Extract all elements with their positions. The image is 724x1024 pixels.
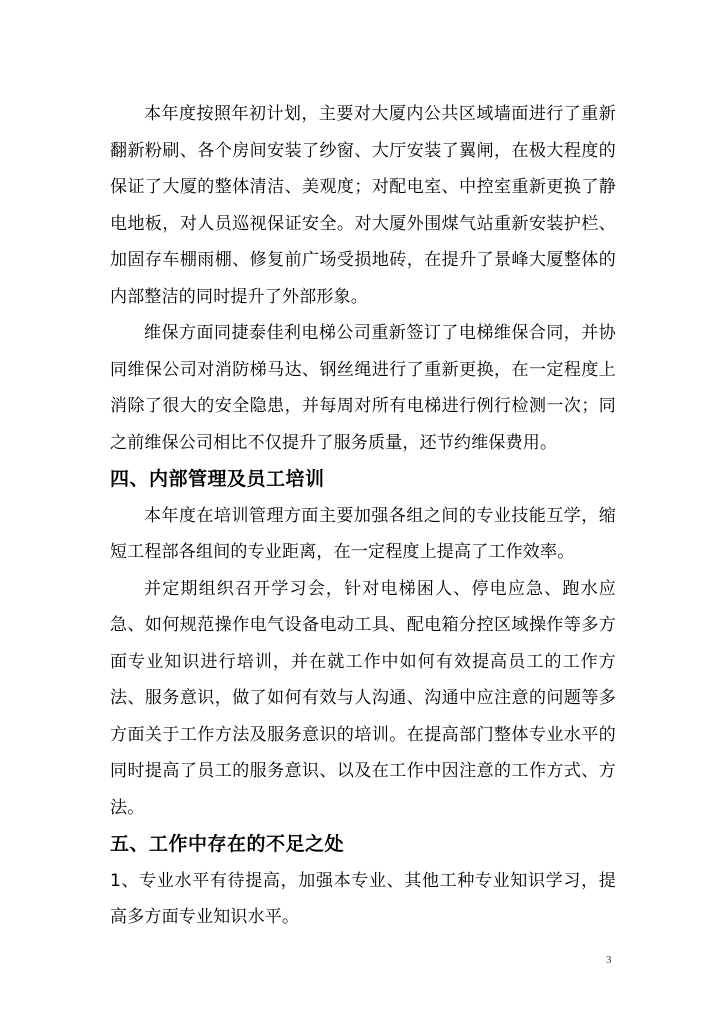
paragraph-training-sessions: 并定期组织召开学习会，针对电梯困人、停电应急、跑水应急、如何规范操作电气设备电动工具、配电箱分控区域操作等多方面专业知识进行培训，并在就工作中如何有效提高员工的工作方法、服务意识，做了如何有效与人沟通、沟通中应注意的问题等多方面关于工作方法及服务意识的培训。在提高部门整体专业水平的同时提高了员工的服务意识、以及在工作中因注意的工作方式、方法。 [110, 578, 616, 818]
paragraph-shortcoming-1: 1、专业水平有待提高，加强本专业、其他工种专业知识学习，提高多方面专业知识水平。 [110, 870, 616, 927]
document-body [110, 96, 616, 936]
paragraph-training-mutual-learning: 本年度在培训管理方面主要加强各组之间的专业技能互学，缩短工程部各组间的专业距离，在一定程度上提高了工作效率。 [110, 505, 616, 562]
section-heading-shortcomings: 五、工作中存在的不足之处 [110, 833, 345, 855]
page-number: 3 [606, 954, 612, 966]
paragraph-renovation: 本年度按照年初计划，主要对大厦内公共区域墙面进行了重新翻新粉刷、各个房间安装了纱窗、大厅安装了翼闸，在极大程度的保证了大厦的整体清洁、美观度；对配电室、中控室重新更换了静电地板，对人员巡视保证安全。对大厦外围煤气站重新安装护栏、加固存车棚雨棚、修复前广场受损地砖，在提升了景峰大厦整体的内部整洁的同时提升了外部形象。 [110, 104, 616, 307]
section-heading-training: 四、内部管理及员工培训 [110, 468, 325, 490]
paragraph-elevator-maintenance: 维保方面同捷泰佳利电梯公司重新签订了电梯维保合同，并协同维保公司对消防梯马达、钢丝绳进行了重新更换，在一定程度上消除了很大的安全隐患，并每周对所有电梯进行例行检测一次；同之前维保公司相比不仅提升了服务质量，还节约维保费用。 [110, 323, 616, 453]
